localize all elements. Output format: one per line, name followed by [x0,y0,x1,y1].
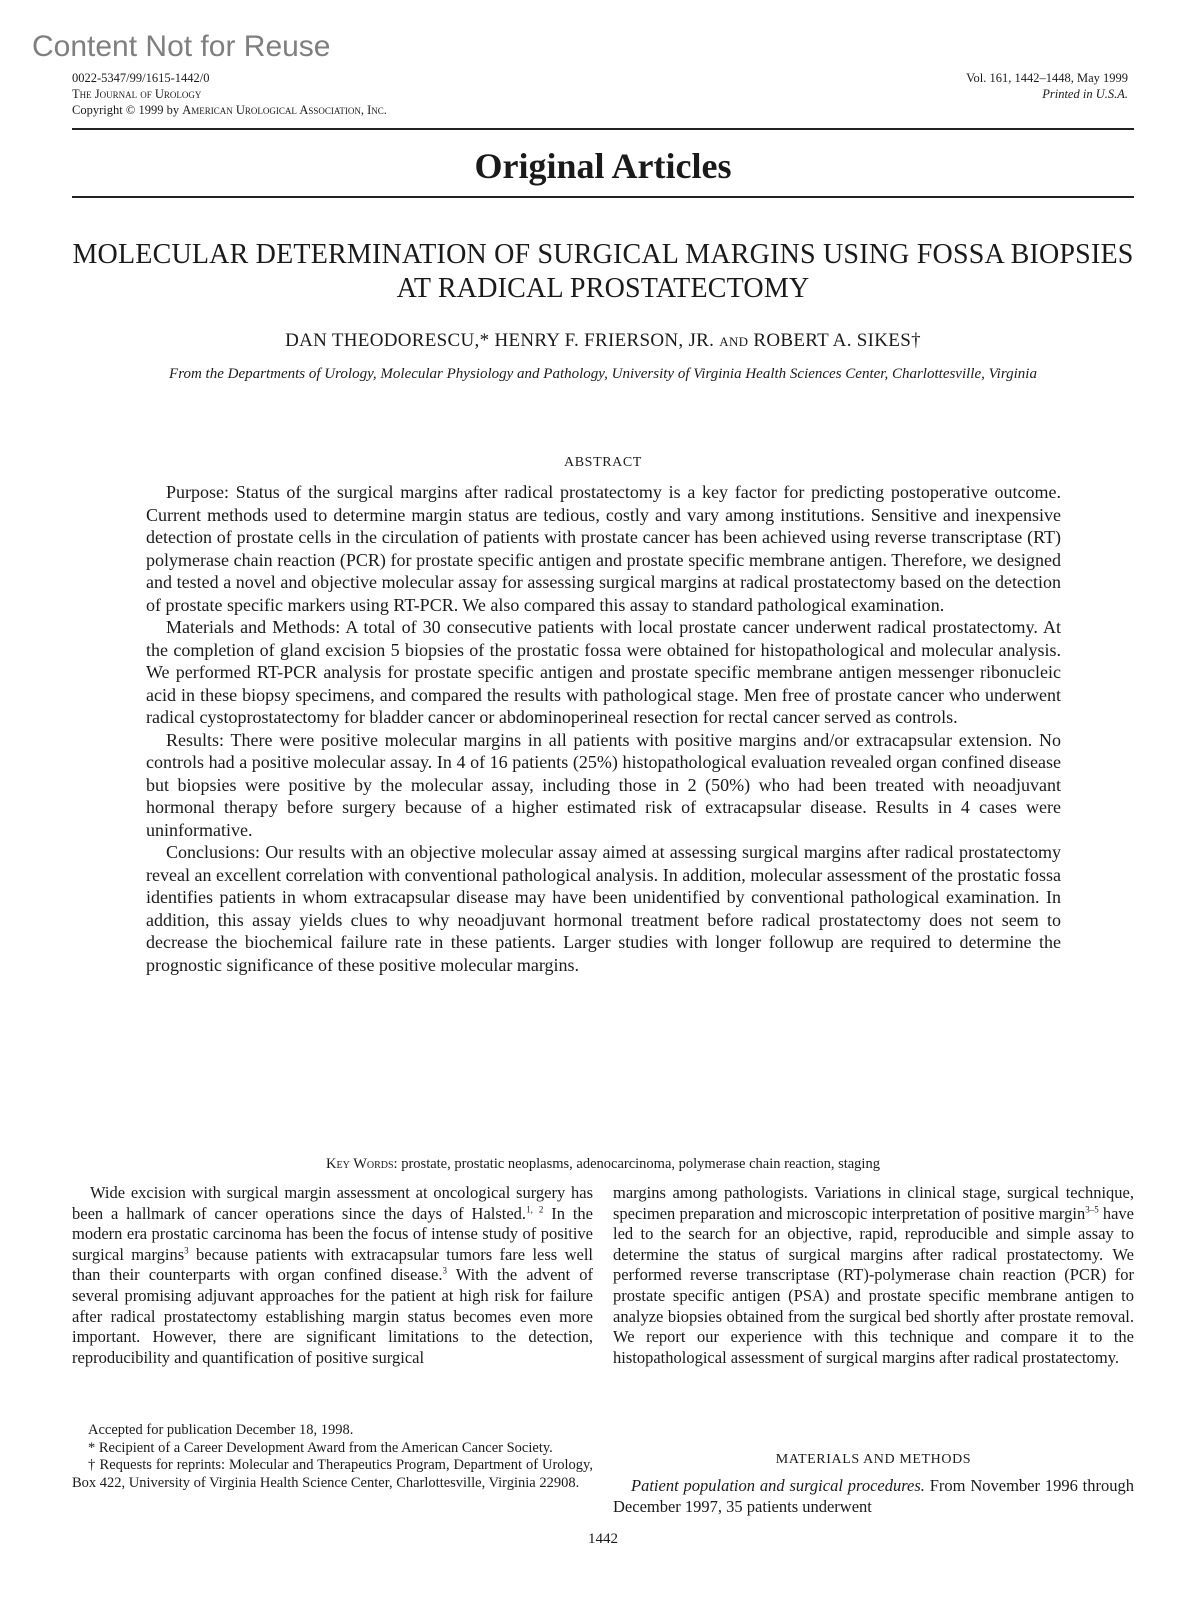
intro-text-2: In the modern era prostatic carcinoma has been the focus of intense study of positive surgical margins [72,1203,593,1264]
footnotes [72,1422,593,1492]
printed-line: Printed in U.S.A. [1042,87,1128,101]
author-1: DAN THEODORESCU,* [285,330,490,351]
intro-text-1: Wide excision with surgical margin assessment at oncological surgery has been a hallmark of cancer operations since the days of Halsted. [72,1183,593,1223]
keywords-text: prostate, prostatic neoplasms, adenocarcinoma, polymerase chain reaction, staging [401,1156,880,1172]
body-column-right [613,1183,1134,1368]
methods-body: From November 1996 through December 1997, 35 patients underwent [613,1476,1134,1516]
citation: 3–5 [1085,1204,1099,1215]
methods-heading: MATERIALS AND METHODS [775,1452,972,1467]
intro-paragraph [72,1183,593,1368]
page-number: 1442 [588,1531,618,1547]
section-heading: Original Articles [474,146,732,186]
citation: 1, 2 [526,1204,544,1215]
author-3: ROBERT A. SIKES† [753,330,921,351]
abstract-body [146,481,1061,976]
authors [72,330,1134,352]
abstract-conclusions: Conclusions: Our results with an objective molecular assay aimed at assessing surgical margins after radical prostatectomy reveal an excellent correlation with conventional pathological analysis. In addition, molecular assessment of the prostatic fossa identifies patients in whom extracapsular disease may have been unidentified by conventional pathological examination. In addition, this assay yields clues to why neoadjuvant hormonal treatment before radical prostatectomy does not seem to decrease the biochemical failure rate in these patients. Larger studies with longer followup are required to determine the prognostic significance of these positive molecular margins. [146,842,1061,975]
watermark: Content Not for Reuse [32,30,331,63]
footnote-reprints: † Requests for reprints: Molecular and Therapeutics Program, Department of Urology, Box 422, University of Virginia Health Science Center, Charlottesville, Virginia 22908. [72,1457,593,1491]
volume-line: Vol. 161, 1442–1448, May 1999 [966,71,1128,85]
abstract-heading: ABSTRACT [564,455,642,470]
section-rule [72,196,1134,198]
article-code: 0022-5347/99/1615-1442/0 [72,71,210,85]
copyright-prefix: Copyright © 1999 by [72,103,183,117]
keywords [72,1156,1134,1173]
methods-subheading: Patient population and surgical procedures. [631,1476,925,1495]
volume-info [966,70,1128,102]
keywords-label: Key Words: [326,1156,398,1172]
citation: 3 [184,1245,189,1256]
intro-continued [613,1183,1134,1368]
copyright-org: American Urological Association, Inc. [182,103,387,117]
journal-name: The Journal of Urology [72,87,202,101]
intro-text-4: With the advent of several promising adjuvant approaches for the patient at high risk for failure after radical prostatectomy establishing margin status becomes even more important. However, there are significant limitations to the detection, reproducibility and quantification of positive surgical [72,1265,593,1367]
affiliation: From the Departments of Urology, Molecular Physiology and Pathology, University of Virginia Health Sciences Center, Charlottesville, Virginia [169,366,1037,382]
intro-cont-text-2: have led to the search for an objective, rapid, reproducible and simple assay to determine the status of surgical margins after radical prostatectomy. We performed reverse transcriptase (RT)-polymerase chain reaction (PCR) for prostate specific antigen (PSA) and prostate specific membrane antigen to analyze biopsies obtained from the surgical bed shortly after prostate removal. We report our experience with this technique and compare it to the histopathological assessment of surgical margins after radical prostatectomy. [613,1203,1134,1367]
footnote-award: * Recipient of a Career Development Award from the American Cancer Society. [88,1439,553,1456]
copyright-line [72,102,387,118]
body-column-left [72,1183,593,1368]
abstract-results: Results: There were positive molecular margins in all patients with positive margins and/or extracapsular extension. No controls had a positive molecular assay. In 4 of 16 patients (25%) histopathological evaluation revealed organ confined disease but biopsies were positive by the molecular assay, including those in 2 (50%) who had been treated with neoadjuvant hormonal therapy before surgery because of a higher estimated risk of extracapsular disease. Results in 4 cases were uninformative. [146,729,1061,840]
author-conjunction: and [719,330,749,351]
citation: 3 [442,1265,447,1276]
intro-cont-text-1: margins among pathologists. Variations in clinical stage, surgical technique, specimen preparation and microscopic interpretation of positive margin [613,1183,1134,1223]
abstract-purpose: Purpose: Status of the surgical margins after radical prostatectomy is a key factor for predicting postoperative outcome. Current methods used to determine margin status are tedious, costly and vary among institutions. Sensitive and inexpensive detection of prostate cells in the circulation of patients with prostate cancer has been achieved using reverse transcriptase (RT) polymerase chain reaction (PCR) for prostate specific antigen and prostate specific membrane antigen. Therefore, we designed and tested a novel and objective molecular assay for assessing surgical margins at radical prostatectomy based on the detection of prostate specific markers using RT-PCR. We also compared this assay to standard pathological examination. [146,482,1061,615]
intro-text-3: because patients with extracapsular tumors fare less well than their counterparts with organ confined disease. [72,1244,593,1285]
footnote-accepted: Accepted for publication December 18, 1998. [88,1422,354,1438]
article-title: MOLECULAR DETERMINATION OF SURGICAL MARGINS USING FOSSA BIOPSIES AT RADICAL PROSTATECTOMY [72,239,1134,304]
abstract-methods: Materials and Methods: A total of 30 consecutive patients with local prostate cancer underwent radical prostatectomy. At the completion of gland excision 5 biopsies of the prostatic fossa were obtained for histopathological and molecular analysis. We performed RT-PCR analysis for prostate specific antigen and prostate specific membrane antigen messenger ribonucleic acid in these biopsy specimens, and compared the results with pathological stage. Men free of prostate cancer who underwent radical cystoprostatectomy for bladder cancer or abdominoperineal resection for rectal cancer served as controls. [146,617,1061,727]
methods-paragraph [613,1476,1134,1517]
top-rule [72,128,1134,130]
methods-text [613,1476,1134,1517]
journal-info [72,70,387,118]
author-2: HENRY F. FRIERSON, JR. [494,330,715,351]
